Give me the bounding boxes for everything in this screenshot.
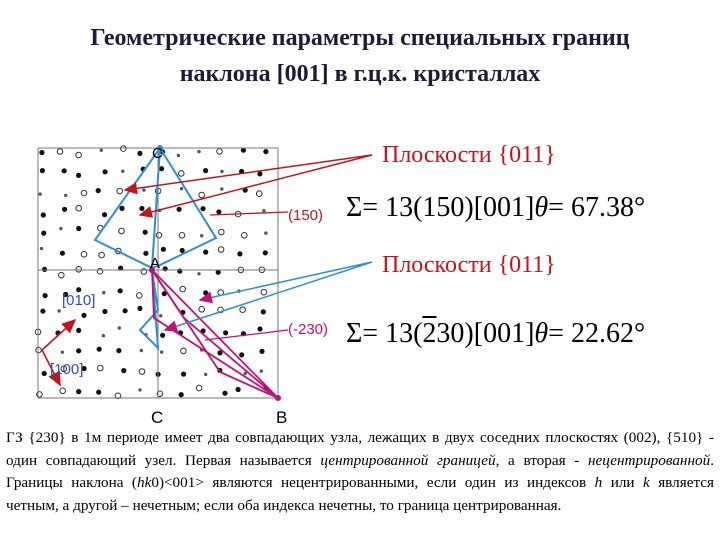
lattice-atom: [239, 352, 244, 357]
lattice-atom: [180, 187, 183, 190]
lattice-atom: [222, 391, 227, 396]
lattice-atom: [102, 212, 107, 217]
formula1-lhs: = 13(150)[001]: [362, 192, 535, 223]
para-italic-5: k: [643, 474, 650, 492]
lattice-atom: [177, 207, 182, 212]
lattice-atom: [200, 234, 203, 237]
blue-boundary-lower: [140, 270, 158, 348]
para-text-4: 0)<001> являются нецентрированными, если один из индексов: [151, 474, 595, 492]
lattice-atom: [64, 194, 67, 197]
formula2-lhs-a: = 13(: [362, 318, 423, 349]
lattice-atom: [223, 330, 228, 335]
lattice-atom: [98, 365, 104, 371]
lattice-atom: [76, 226, 81, 231]
para-text-1: ГЗ {230} в 1м периоде имеет два совпадающих узла, лежащих в двух соседних плоскостях (002), {510} - один совпадающий узел. Первая называется: [6, 429, 714, 469]
lattice-atom: [263, 250, 268, 255]
para-text-2: , а вторая -: [495, 451, 588, 469]
lattice-atom: [76, 152, 82, 158]
lattice-atom: [143, 251, 148, 256]
point-b: [275, 395, 281, 401]
point-label-c-top: C: [152, 145, 163, 162]
lattice-atom: [163, 266, 168, 271]
lattice-atom: [237, 251, 242, 256]
lattice-atom: [41, 231, 46, 236]
lattice-atom: [256, 191, 262, 197]
formula2-rhs: = 22.62°: [548, 318, 646, 349]
lattice-atom: [219, 229, 225, 235]
lattice-atom: [204, 373, 207, 376]
formula-sigma-230: [346, 318, 645, 350]
direction-label-100: [100]: [50, 361, 84, 378]
lattice-atom: [179, 171, 185, 177]
lattice-atom: [57, 309, 60, 312]
lattice-atom: [216, 209, 221, 214]
lattice-atom: [76, 348, 81, 353]
lattice-atom: [97, 347, 102, 352]
lattice-atom: [179, 392, 184, 397]
plane-arrows-lower: [165, 262, 372, 330]
lattice-atom: [118, 326, 121, 329]
lattice-atom: [264, 231, 267, 234]
para-italic-4: h: [594, 474, 603, 492]
lattice-atom: [159, 314, 162, 317]
lattice-atom: [257, 171, 262, 176]
lattice-atom: [261, 309, 266, 314]
formula2-bar-digit: 2: [422, 318, 437, 349]
lattice-atom: [40, 168, 45, 173]
planes-label-upper: Плоскости {011}: [382, 142, 556, 168]
title-line-2: наклона [001] в г.ц.к. кристаллах: [179, 61, 541, 87]
para-italic-1: центрированной границей: [320, 451, 496, 469]
formula1-theta: θ: [534, 192, 549, 223]
lattice-atom: [99, 252, 105, 258]
plane-label-150: (150): [288, 207, 324, 224]
lattice-atom: [220, 187, 223, 190]
formula2-sigma: Σ: [346, 318, 363, 349]
lattice-atom: [143, 230, 148, 235]
lattice-atom: [76, 173, 81, 178]
point-label-b: B: [276, 408, 288, 427]
lattice-atom: [76, 328, 81, 333]
planes-label-lower: Плоскости {011}: [382, 252, 556, 278]
lattice-atom: [263, 149, 268, 154]
lattice-atom: [140, 349, 143, 352]
para-text-5: или: [602, 474, 643, 492]
lattice-atom: [60, 388, 66, 394]
blue-boundary-upper: [95, 148, 216, 268]
lattice-atom: [181, 372, 186, 377]
lattice-atom: [60, 251, 65, 256]
lattice-atom: [139, 206, 144, 211]
lattice-atom: [57, 149, 63, 155]
lattice-atom: [259, 349, 264, 354]
lattice-atom: [62, 168, 67, 173]
lattice-atom: [76, 267, 82, 273]
lattice-atom: [197, 150, 200, 153]
lattice-atom: [200, 206, 205, 211]
lattice-atom: [102, 291, 105, 294]
lattice-atom: [203, 168, 208, 173]
lattice-atom: [179, 233, 185, 239]
lattice-atom: [123, 308, 128, 313]
para-italic-3: hk: [137, 474, 152, 492]
lattice-atom: [39, 150, 44, 155]
para-text-6: является четным, а другой – нечетным; если оба индекса нечетны, то граница центрированная.: [6, 474, 715, 514]
point-label-a: A: [150, 255, 161, 272]
lattice-atom: [138, 388, 141, 391]
lattice-atom: [116, 348, 121, 353]
lattice-atom: [37, 392, 43, 398]
lattice-atom: [260, 369, 263, 372]
lattice-atom: [76, 389, 81, 394]
lattice-atom: [40, 309, 45, 314]
description-paragraph: [6, 427, 714, 517]
lattice-atom: [97, 268, 103, 274]
lattice-atom: [102, 309, 107, 314]
lattice-atom: [42, 267, 47, 272]
lattice-atom: [177, 269, 182, 274]
lattice-atom: [119, 206, 124, 211]
lattice-atom: [121, 368, 126, 373]
lattice-atom: [199, 192, 205, 198]
lattice-atom: [220, 170, 223, 173]
lattice-atom: [61, 351, 64, 354]
lattice-atom: [81, 252, 87, 258]
lattice-atom: [81, 190, 87, 196]
lattice-atom: [137, 306, 142, 311]
para-italic-2: нецентрированной: [587, 451, 711, 469]
lattice-atom: [62, 207, 67, 212]
lattice-atom: [117, 188, 123, 194]
formula2-theta: θ: [534, 318, 549, 349]
lattice-atom: [100, 149, 103, 152]
lattice-atom: [39, 192, 42, 195]
title-line-1: Геометрические параметры специальных границ: [90, 25, 630, 51]
lattice-atom: [180, 286, 186, 292]
lattice-atom: [203, 250, 208, 255]
formula-sigma-150: [346, 192, 645, 224]
lattice-atom: [121, 146, 127, 152]
lattice-atom: [181, 348, 187, 354]
lattice-atom: [203, 290, 208, 295]
lattice-atom: [240, 307, 246, 313]
plane-arrows-upper: [125, 155, 372, 215]
lattice-atom: [217, 149, 223, 155]
lattice-atom: [218, 247, 224, 253]
lattice-atom: [161, 247, 166, 252]
lattice-atom: [118, 288, 123, 293]
plane-label-230: (-230): [288, 321, 329, 338]
lattice-atom: [59, 272, 65, 278]
lattice-atom: [41, 212, 46, 217]
lattice-atom: [244, 372, 247, 375]
lattice-atom: [102, 334, 105, 337]
lattice-atom: [121, 170, 124, 173]
lattice-atom: [242, 233, 248, 239]
lattice-atom: [199, 307, 205, 313]
formula1-sigma: Σ: [346, 192, 363, 223]
formula2-lhs-b: 30)[001]: [436, 318, 535, 349]
lattice-atom: [196, 385, 202, 391]
lattice-atom: [159, 166, 164, 171]
direction-label-010: [010]: [62, 292, 96, 309]
point-label-c: C: [151, 408, 164, 427]
lattice-atom: [160, 333, 165, 338]
lattice-atom: [257, 326, 262, 331]
lattice-atom: [156, 232, 162, 238]
lattice-atom: [261, 289, 267, 295]
lattice-atom: [43, 293, 48, 298]
lattice-atom: [197, 272, 200, 275]
lattice-atom: [137, 151, 142, 156]
formula1-rhs: = 67.38°: [548, 192, 646, 223]
lattice-atom: [119, 228, 125, 234]
lattice-atom: [160, 350, 163, 353]
lattice-atom: [81, 313, 86, 318]
lattice-atom: [137, 293, 143, 299]
lattice-atom: [96, 390, 101, 395]
lattice-atom: [139, 369, 145, 375]
plane-arrow-150: [210, 212, 288, 215]
plane-arrow-230: [205, 330, 288, 340]
lattice-atom: [236, 387, 241, 392]
lattice-atom: [42, 371, 47, 376]
para-text-3: . Границы наклона (: [6, 451, 714, 492]
lattice-atom: [96, 188, 101, 193]
lattice-atom: [262, 209, 265, 212]
lattice-atom: [59, 227, 62, 230]
lattice-atom: [76, 205, 82, 211]
lattice-atom: [40, 247, 43, 250]
lattice-atom: [177, 154, 180, 157]
lattice-atom: [142, 188, 145, 191]
lattice-atom: [103, 169, 108, 174]
